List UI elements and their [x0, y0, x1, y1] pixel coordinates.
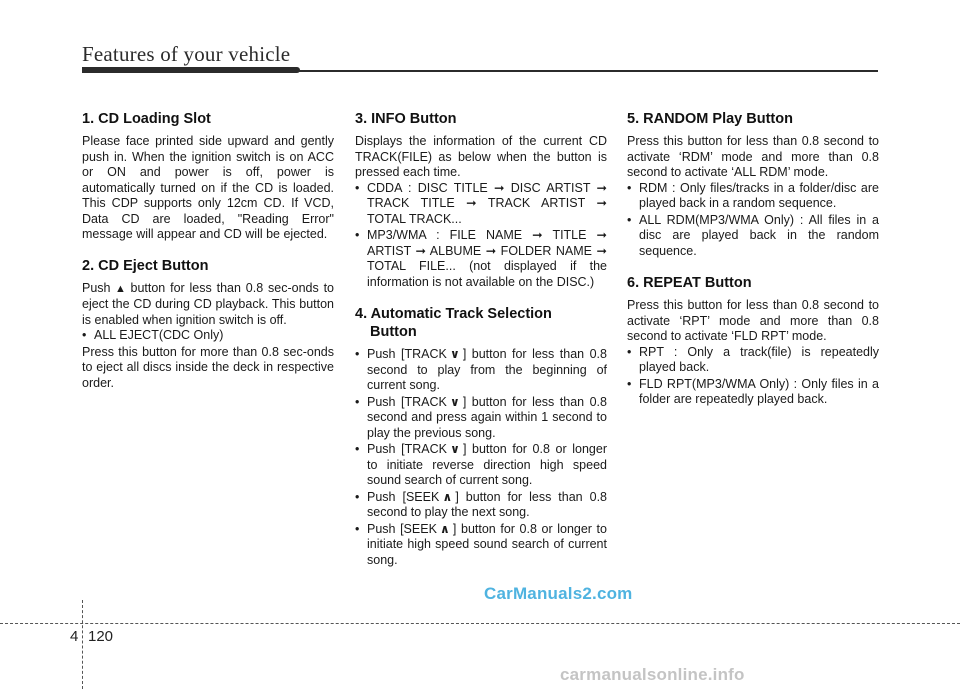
list-item: • CDDA : DISC TITLE ➞ DISC ARTIST ➞ TRACK TITLE ➞ TRACK ARTIST ➞ TOTAL TRACK... — [355, 181, 607, 228]
repeat-bullets — [627, 345, 879, 408]
footer-rule — [0, 623, 960, 624]
footer-vertical-rule — [82, 600, 83, 689]
chevron-down-icon: ∨ — [449, 347, 460, 361]
eject-bullets — [82, 328, 334, 344]
chevron-down-icon: ∨ — [449, 394, 460, 409]
chevron-up-icon: ∧ — [442, 489, 453, 504]
column-3 — [627, 110, 879, 409]
chevron-up-icon: ∧ — [440, 521, 450, 536]
track-bullets — [355, 347, 607, 568]
list-item: • Push [TRACK ∨ ] button for less than 0.8 second and press again within 1 second to play the previous song. — [355, 395, 607, 442]
track-title-line1: 4. Automatic Track Selection — [355, 306, 552, 322]
header-rule-thin — [296, 70, 878, 72]
random-bullets — [627, 181, 879, 260]
eject-icon: ▲ — [115, 282, 126, 295]
list-item: • RPT : Only a track(file) is repeatedly played back. — [627, 345, 879, 376]
section-info-body: Displays the information of the current CD TRACK(FILE) as below when the button is pressed each time. — [355, 134, 607, 179]
list-item: • Push [TRACK ∨ ] button for less than 0.8 second to play from the beginning of current song. — [355, 347, 607, 394]
list-item: • Push [TRACK ∨ ] button for 0.8 or longer to initiate reverse direction high speed sound search of current song. — [355, 442, 607, 489]
section-cd-eject-body2: Press this button for more than 0.8 sec-onds to eject all discs inside the deck in respective order. — [82, 344, 334, 390]
column-2 — [355, 110, 607, 569]
section-cd-eject-title: 2. CD Eject Button — [82, 257, 209, 274]
watermark-bottom: carmanualsonline.info — [560, 665, 745, 684]
section-cd-loading-slot-body: Please face printed side upward and gently push in. When the ignition switch is on ACC or ON and power is off, power is automatically turned on if the CD is loaded. This CDP supports only 12cm CD. If VCD, Data CD are loaded, "Reading Error" message will appear and CD will be ejected. — [82, 134, 334, 241]
info-bullets — [355, 181, 607, 291]
column-1 — [82, 110, 334, 391]
list-item: • RDM : Only files/tracks in a folder/disc are played back in a random sequence. — [627, 181, 879, 212]
section-track-selection-title — [355, 305, 607, 341]
eject-body-b: button for less than 0.8 sec-onds to eject the CD during CD playback. This button is enabled when ignition switch is off. — [82, 280, 334, 327]
list-item: • MP3/WMA : FILE NAME ➞ TITLE ➞ ARTIST ➞ ALBUME ➞ FOLDER NAME ➞ TOTAL FILE... (not displayed if the information is not available on the DISC.) — [355, 228, 607, 290]
section-repeat-body: Press this button for less than 0.8 second to activate ‘RPT’ mode and more than 0.8 second to activate ‘FLD RPT’ mode. — [627, 298, 879, 343]
page-section-number: 4 — [70, 628, 79, 645]
list-item: • Push [SEEK ∧ ] button for less than 0.8 second to play the next song. — [355, 490, 607, 521]
list-item: • ALL EJECT(CDC Only) — [82, 328, 334, 344]
track-title-line2: Button — [370, 324, 417, 340]
section-random-title: 5. RANDOM Play Button — [627, 111, 793, 127]
list-item: • ALL RDM(MP3/WMA Only) : All files in a disc are played back in the random sequence. — [627, 213, 879, 260]
watermark-link[interactable]: CarManuals2.com — [484, 584, 633, 603]
section-info-title: 3. INFO Button — [355, 111, 457, 127]
section-cd-eject-body — [82, 281, 334, 329]
list-item: • Push [SEEK ∧ ] button for 0.8 or longer to initiate high speed sound search of current song. — [355, 522, 607, 569]
chevron-down-icon: ∨ — [450, 442, 460, 456]
section-random-body: Press this button for less than 0.8 second to activate ‘RDM’ mode and more than 0.8 second to activate ‘ALL RDM’ mode. — [627, 134, 879, 179]
header-rule-thick — [82, 67, 300, 73]
list-item: • FLD RPT(MP3/WMA Only) : Only files in a folder are repeatedly played back. — [627, 377, 879, 408]
eject-body-a: Push — [82, 280, 111, 295]
page-number: 120 — [88, 628, 114, 645]
section-cd-loading-slot-title: 1. CD Loading Slot — [82, 111, 211, 127]
section-repeat-title: 6. REPEAT Button — [627, 275, 752, 291]
header-title: Features of your vehicle — [82, 42, 291, 66]
